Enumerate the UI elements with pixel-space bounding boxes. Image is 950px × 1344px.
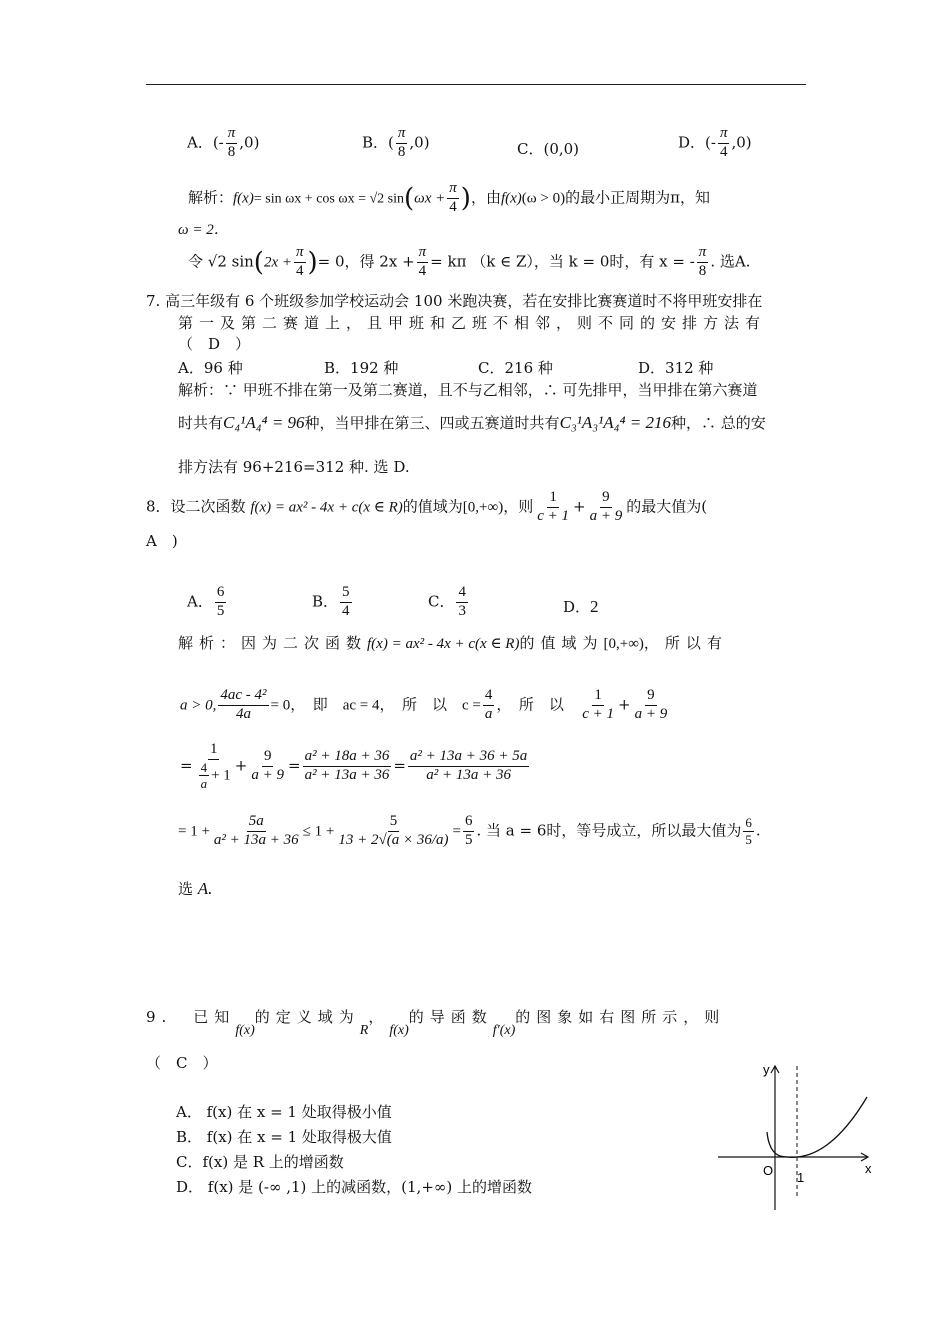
origin-label: O xyxy=(763,1163,774,1178)
q7-option-c: C．216 种 xyxy=(478,359,553,377)
q9-option-b: B． f(x) 在 x = 1 处取得极大值 xyxy=(176,1128,392,1146)
q9-answer: （ C ） xyxy=(146,1054,218,1072)
q7-stem-line1: 7. 高三年级有 6 个班级参加学校运动会 100 米跑决赛，若在安排比赛赛道时不将甲班安排在 xyxy=(146,292,763,310)
q6-solution-line2: ω = 2． xyxy=(178,222,229,238)
q8-option-d: D．2 xyxy=(563,597,599,616)
q8-solution-line5: 选 A. xyxy=(178,879,213,898)
q9-option-c: C．f(x) 是 R 上的增函数 xyxy=(176,1153,344,1171)
q8-stem: 8．设二次函数 f(x) = ax² - 4x + c(x ∈ R)的值域为[0,+∞)，则 $\frac{1}{c + 1}$ + $\frac{9}{a + 9}$ 的最大值为( xyxy=(146,489,708,524)
q7-solution-line3: 排方法有 96+216=312 种. 选 D. xyxy=(178,458,410,476)
q6-solution-line1: 解析：f(x)= sin ωx + cos ωx = √2 sin(ωx + $\frac{\pi}{4}$ )，由f(x)(ω > 0)的最小正周期为π，知 xyxy=(188,180,710,215)
q7-option-b: B．192 种 xyxy=(324,359,399,377)
q7-solution-line2: 时共有C₄¹A₄⁴ = 96种，当甲排在第三、四或五赛道时共有C₃¹A₃¹A₄⁴ = 216种，∴ 总的安 xyxy=(178,413,766,432)
q9-derivative-graph xyxy=(715,1060,880,1215)
x-axis-label: x xyxy=(865,1161,872,1176)
q8-solution-line2: a > 0, $\frac{\text{4ac - 4²}}{4a}$ = 0， 即 ac = 4， 所 以 c = $\frac{4}{a}$ ， 所 以 $\frac{1}{c + 1}$ + $\frac{9}{a + 9}$ xyxy=(180,687,668,722)
header-rule xyxy=(146,84,806,85)
q8-option-c: C． $\frac{4}{3}$ xyxy=(428,584,466,619)
q7-stem-line2: 第一及第二赛道上，且甲班和乙班不相邻，则不同的安排方法有 xyxy=(178,314,767,332)
q9-option-a: A． f(x) 在 x = 1 处取得极小值 xyxy=(176,1103,392,1121)
q8-option-b: B． $\frac{5}{4}$ xyxy=(312,584,350,619)
q7-option-d: D．312 种 xyxy=(638,359,714,377)
q7-solution-line1: 解析：∵ 甲班不排在第一及第二赛道，且不与乙相邻，∴ 可先排甲，当甲排在第六赛道 xyxy=(178,381,758,399)
q9-stem: 9. 已知f(x)的定义域为R，f(x)的导函数f′(x)的图象如右图所示，则 xyxy=(146,1008,726,1038)
q7-option-a: A．96 种 xyxy=(178,359,243,377)
q6-option-c: C．(0,0) xyxy=(517,140,580,158)
q8-solution-line3: = 1 $\frac{4}{a}$ + 1 + $\frac{9}{a + 9}$ = $\frac{\text{a² + 18a + 36}}{\text{a² + 13a + 36}}$ = $\frac{\text{a² + 13a + 36 + 5a}}{\text{a² + 13a + 36}}$ xyxy=(180,741,528,792)
q6-option-a: A．(- $\frac{\pi}{8}$ ,0) xyxy=(187,125,260,160)
q8-answer: A ) xyxy=(146,532,178,550)
tick-label-1: 1 xyxy=(797,1170,805,1185)
q8-solution-line4: = 1 + $\frac{5a}{\text{a² + 13a + 36}}$ ≤ 1 + $\frac{5}{13 + 2√(a \times 36/a)}$ = $\frac{6}{5}$ . 当 a = 6时，等号成立，所以最大值为 $\frac{6}{5}$ . xyxy=(178,813,761,848)
y-axis-label: y xyxy=(763,1062,770,1077)
q6-option-b: B．( $\frac{\pi}{8}$ ,0) xyxy=(362,125,430,160)
q6-option-d: D．(- $\frac{\pi}{4}$ ,0) xyxy=(678,125,752,160)
q8-solution-line1: 解析：因为二次函数f(x) = ax² - 4x + c(x ∈ R)的值域为[0,+∞)，所以有 xyxy=(178,634,728,652)
derivative-curve xyxy=(767,1097,867,1157)
q8-option-a: A． $\frac{6}{5}$ xyxy=(187,584,225,619)
q9-option-d: D． f(x) 是 (-∞ ,1) 上的减函数，(1,+∞) 上的增函数 xyxy=(176,1178,533,1196)
q6-solution-line3: 令 √2 sin(2x + $\frac{\pi}{4}$ )= 0，得 2x + $\frac{\pi}{4}$ = kπ （k ∈ Z），当 k = 0时，有 x = - $\frac{\pi}{8}$ . 选A. xyxy=(188,244,751,279)
q7-answer: （ D ） xyxy=(178,335,251,353)
